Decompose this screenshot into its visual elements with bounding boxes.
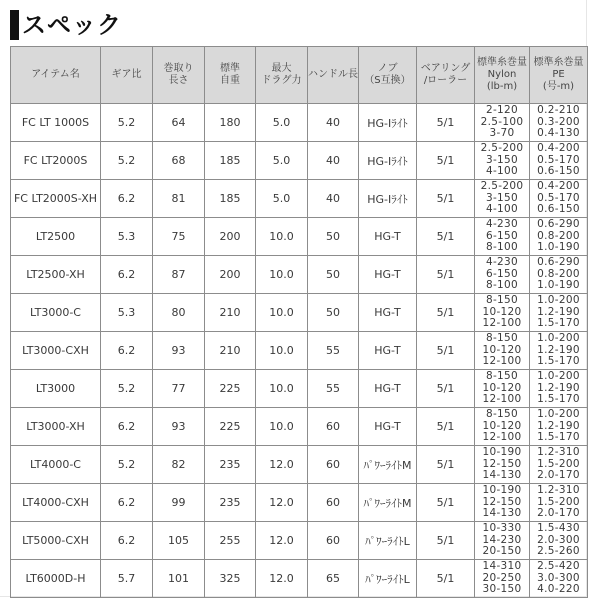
capacity-value: 2.5-200 [480, 180, 524, 193]
header-label: Nylon [487, 69, 517, 80]
max-drag-cell: 12.0 [256, 522, 308, 560]
item-name-cell: FC LT 1000S [11, 104, 101, 142]
capacity-value: 1.5-170 [537, 317, 580, 330]
weight-cell: 200 [205, 218, 256, 256]
table-row [11, 256, 588, 294]
header-label: （S互換） [364, 75, 411, 86]
gear-ratio-cell: 5.3 [101, 218, 153, 256]
header-col-item-name [11, 47, 101, 104]
gear-ratio-cell: 5.3 [101, 294, 153, 332]
header-col-retrieve-length [153, 47, 205, 104]
capacity-value: 1.2-310 [537, 484, 580, 497]
retrieve-length-cell: 64 [153, 104, 205, 142]
weight-cell: 200 [205, 256, 256, 294]
table-row [11, 522, 588, 560]
capacity-value: 2.5-260 [537, 545, 580, 558]
bearing-cell: 5/1 [417, 370, 475, 408]
table-header-row [11, 47, 588, 104]
table-row [11, 370, 588, 408]
capacity-value: 2.0-170 [537, 507, 580, 520]
capacity-value: 2.5-100 [480, 115, 524, 128]
capacity-value: 10-120 [482, 343, 522, 356]
handle-length-cell: 50 [308, 218, 359, 256]
handle-length-cell: 60 [308, 484, 359, 522]
knob-cell: ﾊﾟﾜｰﾗｲﾄL [359, 522, 417, 560]
retrieve-length-cell: 99 [153, 484, 205, 522]
retrieve-length-cell: 81 [153, 180, 205, 218]
weight-cell: 225 [205, 408, 256, 446]
retrieve-length-cell: 93 [153, 408, 205, 446]
capacity-value: 0.8-200 [537, 229, 580, 242]
capacity-value: 1.0-200 [537, 408, 580, 421]
handle-length-cell: 40 [308, 180, 359, 218]
weight-cell: 185 [205, 142, 256, 180]
capacity-value: 1.2-190 [537, 343, 580, 356]
capacity-value: 4-100 [485, 203, 518, 216]
max-drag-cell: 10.0 [256, 256, 308, 294]
gear-ratio-cell: 5.7 [101, 560, 153, 598]
nylon-capacity-cell [475, 294, 530, 332]
section-heading [10, 10, 122, 40]
knob-cell: HG-T [359, 370, 417, 408]
retrieve-length-cell: 93 [153, 332, 205, 370]
capacity-value: 0.5-170 [537, 191, 580, 204]
header-label: ノブ [377, 63, 398, 74]
gear-ratio-cell: 5.2 [101, 446, 153, 484]
header-col-nylon-capacity [475, 47, 530, 104]
header-label: (lb-m) [486, 81, 518, 92]
capacity-value: 2.0-170 [537, 469, 580, 482]
max-drag-cell: 10.0 [256, 218, 308, 256]
capacity-value: 12-100 [482, 393, 522, 406]
knob-cell: HG-Iﾗｲﾄ [359, 142, 417, 180]
pe-capacity-cell [530, 294, 588, 332]
header-col-pe-capacity [530, 47, 588, 104]
capacity-value: 0.2-210 [537, 104, 580, 117]
gear-ratio-cell: 6.2 [101, 484, 153, 522]
capacity-value: 10-190 [482, 446, 522, 459]
bearing-cell: 5/1 [417, 180, 475, 218]
capacity-value: 3.0-300 [537, 571, 580, 584]
pe-capacity-cell [530, 332, 588, 370]
header-label: 最大 [271, 63, 292, 74]
capacity-value: 0.8-200 [537, 267, 580, 280]
capacity-value: 4-100 [485, 165, 518, 178]
capacity-value: 0.6-150 [537, 203, 580, 216]
capacity-value: 0.4-200 [537, 142, 580, 155]
capacity-value: 14-310 [482, 560, 522, 573]
handle-length-cell: 40 [308, 142, 359, 180]
nylon-capacity-cell [475, 180, 530, 218]
item-name-cell: FC LT2000S-XH [11, 180, 101, 218]
handle-length-cell: 60 [308, 408, 359, 446]
capacity-value: 3-150 [485, 153, 518, 166]
nylon-capacity-cell [475, 560, 530, 598]
bearing-cell: 5/1 [417, 484, 475, 522]
table-row [11, 294, 588, 332]
max-drag-cell: 10.0 [256, 332, 308, 370]
gear-ratio-cell: 6.2 [101, 332, 153, 370]
capacity-value: 10-330 [482, 522, 522, 535]
capacity-value: 2-120 [485, 104, 518, 117]
capacity-value: 6-150 [485, 229, 518, 242]
retrieve-length-cell: 105 [153, 522, 205, 560]
table-row [11, 560, 588, 598]
knob-cell: ﾊﾟﾜｰﾗｲﾄM [359, 446, 417, 484]
knob-cell: HG-Iﾗｲﾄ [359, 104, 417, 142]
pe-capacity-cell [530, 446, 588, 484]
capacity-value: 2.0-300 [537, 533, 580, 546]
pe-capacity-cell [530, 218, 588, 256]
item-name-cell: LT3000 [11, 370, 101, 408]
handle-length-cell: 60 [308, 446, 359, 484]
capacity-value: 0.5-170 [537, 153, 580, 166]
capacity-value: 14-130 [482, 507, 522, 520]
table-row [11, 180, 588, 218]
header-label: PE [552, 69, 565, 80]
capacity-value: 3-70 [489, 127, 515, 140]
header-label: (号-m) [542, 81, 575, 92]
capacity-value: 4-230 [485, 218, 518, 231]
retrieve-length-cell: 82 [153, 446, 205, 484]
capacity-value: 1.2-190 [537, 419, 580, 432]
item-name-cell: FC LT2000S [11, 142, 101, 180]
capacity-value: 12-100 [482, 355, 522, 368]
capacity-value: 1.0-190 [537, 279, 580, 292]
header-col-max-drag [256, 47, 308, 104]
capacity-value: 30-150 [482, 583, 522, 596]
weight-cell: 210 [205, 332, 256, 370]
capacity-value: 10-120 [482, 381, 522, 394]
item-name-cell: LT3000-C [11, 294, 101, 332]
capacity-value: 10-190 [482, 484, 522, 497]
capacity-value: 4-230 [485, 256, 518, 269]
nylon-capacity-cell [475, 484, 530, 522]
capacity-value: 1.2-190 [537, 305, 580, 318]
table-row [11, 484, 588, 522]
header-label: 標準糸巻量 [533, 57, 584, 68]
handle-length-cell: 55 [308, 332, 359, 370]
item-name-cell: LT4000-C [11, 446, 101, 484]
capacity-value: 12-100 [482, 317, 522, 330]
capacity-value: 20-150 [482, 545, 522, 558]
capacity-value: 1.5-170 [537, 393, 580, 406]
pe-capacity-cell [530, 370, 588, 408]
max-drag-cell: 12.0 [256, 484, 308, 522]
nylon-capacity-cell [475, 142, 530, 180]
knob-cell: ﾊﾟﾜｰﾗｲﾄL [359, 560, 417, 598]
table-row [11, 332, 588, 370]
pe-capacity-cell [530, 180, 588, 218]
capacity-value: 1.5-200 [537, 457, 580, 470]
weight-cell: 185 [205, 180, 256, 218]
gear-ratio-cell: 5.2 [101, 104, 153, 142]
capacity-value: 1.0-200 [537, 332, 580, 345]
bearing-cell: 5/1 [417, 142, 475, 180]
heading-accent-bar [10, 10, 19, 40]
bearing-cell: 5/1 [417, 522, 475, 560]
nylon-capacity-cell [475, 408, 530, 446]
capacity-value: 12-150 [482, 457, 522, 470]
nylon-capacity-cell [475, 522, 530, 560]
capacity-value: 0.6-150 [537, 165, 580, 178]
header-label: アイテム名 [31, 69, 80, 80]
item-name-cell: LT2500 [11, 218, 101, 256]
capacity-value: 0.4-200 [537, 180, 580, 193]
capacity-value: 14-230 [482, 533, 522, 546]
capacity-value: 3-150 [485, 191, 518, 204]
retrieve-length-cell: 87 [153, 256, 205, 294]
header-col-standard-weight [205, 47, 256, 104]
page-title: スペック [22, 11, 122, 39]
handle-length-cell: 50 [308, 294, 359, 332]
knob-cell: HG-T [359, 332, 417, 370]
knob-cell: ﾊﾟﾜｰﾗｲﾄM [359, 484, 417, 522]
capacity-value: 1.0-200 [537, 370, 580, 383]
max-drag-cell: 10.0 [256, 408, 308, 446]
handle-length-cell: 50 [308, 256, 359, 294]
retrieve-length-cell: 77 [153, 370, 205, 408]
header-label: 長さ [168, 75, 189, 86]
max-drag-cell: 12.0 [256, 446, 308, 484]
weight-cell: 180 [205, 104, 256, 142]
nylon-capacity-cell [475, 446, 530, 484]
knob-cell: HG-Iﾗｲﾄ [359, 180, 417, 218]
gear-ratio-cell: 6.2 [101, 408, 153, 446]
table-row [11, 408, 588, 446]
item-name-cell: LT3000-CXH [11, 332, 101, 370]
capacity-value: 12-100 [482, 431, 522, 444]
weight-cell: 235 [205, 446, 256, 484]
bearing-cell: 5/1 [417, 332, 475, 370]
nylon-capacity-cell [475, 104, 530, 142]
pe-capacity-cell [530, 408, 588, 446]
capacity-value: 1.5-170 [537, 355, 580, 368]
handle-length-cell: 55 [308, 370, 359, 408]
header-label: 標準 [220, 63, 240, 74]
pe-capacity-cell [530, 256, 588, 294]
header-col-gear-ratio [101, 47, 153, 104]
knob-cell: HG-T [359, 256, 417, 294]
header-label: 巻取り [163, 63, 194, 74]
item-name-cell: LT4000-CXH [11, 484, 101, 522]
table-row [11, 104, 588, 142]
max-drag-cell: 12.0 [256, 560, 308, 598]
capacity-value: 8-100 [485, 279, 518, 292]
item-name-cell: LT6000D-H [11, 560, 101, 598]
capacity-value: 20-250 [482, 571, 522, 584]
table-row [11, 142, 588, 180]
pe-capacity-cell [530, 560, 588, 598]
retrieve-length-cell: 80 [153, 294, 205, 332]
nylon-capacity-cell [475, 370, 530, 408]
bearing-cell: 5/1 [417, 218, 475, 256]
retrieve-length-cell: 75 [153, 218, 205, 256]
max-drag-cell: 5.0 [256, 180, 308, 218]
table-body [11, 104, 588, 598]
capacity-value: 2.5-420 [537, 560, 580, 573]
capacity-value: 1.2-190 [537, 381, 580, 394]
header-label: /ローラー [423, 75, 468, 86]
nylon-capacity-cell [475, 332, 530, 370]
weight-cell: 255 [205, 522, 256, 560]
gear-ratio-cell: 6.2 [101, 256, 153, 294]
table-row [11, 218, 588, 256]
capacity-value: 1.5-170 [537, 431, 580, 444]
capacity-value: 4.0-220 [537, 583, 580, 596]
header-label: 標準糸巻量 [477, 57, 527, 68]
header-label: ハンドル長 [308, 69, 358, 80]
capacity-value: 6-150 [485, 267, 518, 280]
capacity-value: 1.2-310 [537, 446, 580, 459]
header-label: 自重 [220, 75, 240, 86]
pe-capacity-cell [530, 104, 588, 142]
gear-ratio-cell: 6.2 [101, 522, 153, 560]
handle-length-cell: 60 [308, 522, 359, 560]
header-label: ギア比 [111, 69, 142, 80]
capacity-value: 8-100 [485, 241, 518, 254]
bearing-cell: 5/1 [417, 294, 475, 332]
pe-capacity-cell [530, 522, 588, 560]
nylon-capacity-cell [475, 256, 530, 294]
capacity-value: 0.6-290 [537, 256, 580, 269]
capacity-value: 10-120 [482, 419, 522, 432]
pe-capacity-cell [530, 484, 588, 522]
max-drag-cell: 10.0 [256, 294, 308, 332]
header-label: ベアリング [420, 63, 471, 74]
gear-ratio-cell: 6.2 [101, 180, 153, 218]
capacity-value: 14-130 [482, 469, 522, 482]
item-name-cell: LT2500-XH [11, 256, 101, 294]
max-drag-cell: 5.0 [256, 142, 308, 180]
capacity-value: 8-150 [485, 294, 518, 307]
bearing-cell: 5/1 [417, 256, 475, 294]
capacity-value: 0.3-200 [537, 115, 580, 128]
bearing-cell: 5/1 [417, 446, 475, 484]
weight-cell: 235 [205, 484, 256, 522]
retrieve-length-cell: 101 [153, 560, 205, 598]
item-name-cell: LT3000-XH [11, 408, 101, 446]
bearing-cell: 5/1 [417, 408, 475, 446]
knob-cell: HG-T [359, 294, 417, 332]
capacity-value: 8-150 [485, 370, 518, 383]
capacity-value: 1.0-190 [537, 241, 580, 254]
item-name-cell: LT5000-CXH [11, 522, 101, 560]
weight-cell: 325 [205, 560, 256, 598]
capacity-value: 10-120 [482, 305, 522, 318]
weight-cell: 225 [205, 370, 256, 408]
bearing-cell: 5/1 [417, 104, 475, 142]
bearing-cell: 5/1 [417, 560, 475, 598]
header-col-knob [359, 47, 417, 104]
capacity-value: 0.6-290 [537, 218, 580, 231]
weight-cell: 210 [205, 294, 256, 332]
retrieve-length-cell: 68 [153, 142, 205, 180]
header-col-bearing [417, 47, 475, 104]
handle-length-cell: 40 [308, 104, 359, 142]
capacity-value: 1.5-430 [537, 522, 580, 535]
knob-cell: HG-T [359, 218, 417, 256]
capacity-value: 2.5-200 [480, 142, 524, 155]
table-row [11, 446, 588, 484]
header-col-handle-length [308, 47, 359, 104]
capacity-value: 1.0-200 [537, 294, 580, 307]
gear-ratio-cell: 5.2 [101, 142, 153, 180]
capacity-value: 8-150 [485, 408, 518, 421]
capacity-value: 0.4-130 [537, 127, 580, 140]
capacity-value: 1.5-200 [537, 495, 580, 508]
pe-capacity-cell [530, 142, 588, 180]
capacity-value: 8-150 [485, 332, 518, 345]
max-drag-cell: 5.0 [256, 104, 308, 142]
nylon-capacity-cell [475, 218, 530, 256]
gear-ratio-cell: 5.2 [101, 370, 153, 408]
max-drag-cell: 10.0 [256, 370, 308, 408]
knob-cell: HG-T [359, 408, 417, 446]
handle-length-cell: 65 [308, 560, 359, 598]
capacity-value: 12-150 [482, 495, 522, 508]
spec-table [10, 46, 588, 598]
header-label: ドラグ力 [261, 75, 302, 86]
